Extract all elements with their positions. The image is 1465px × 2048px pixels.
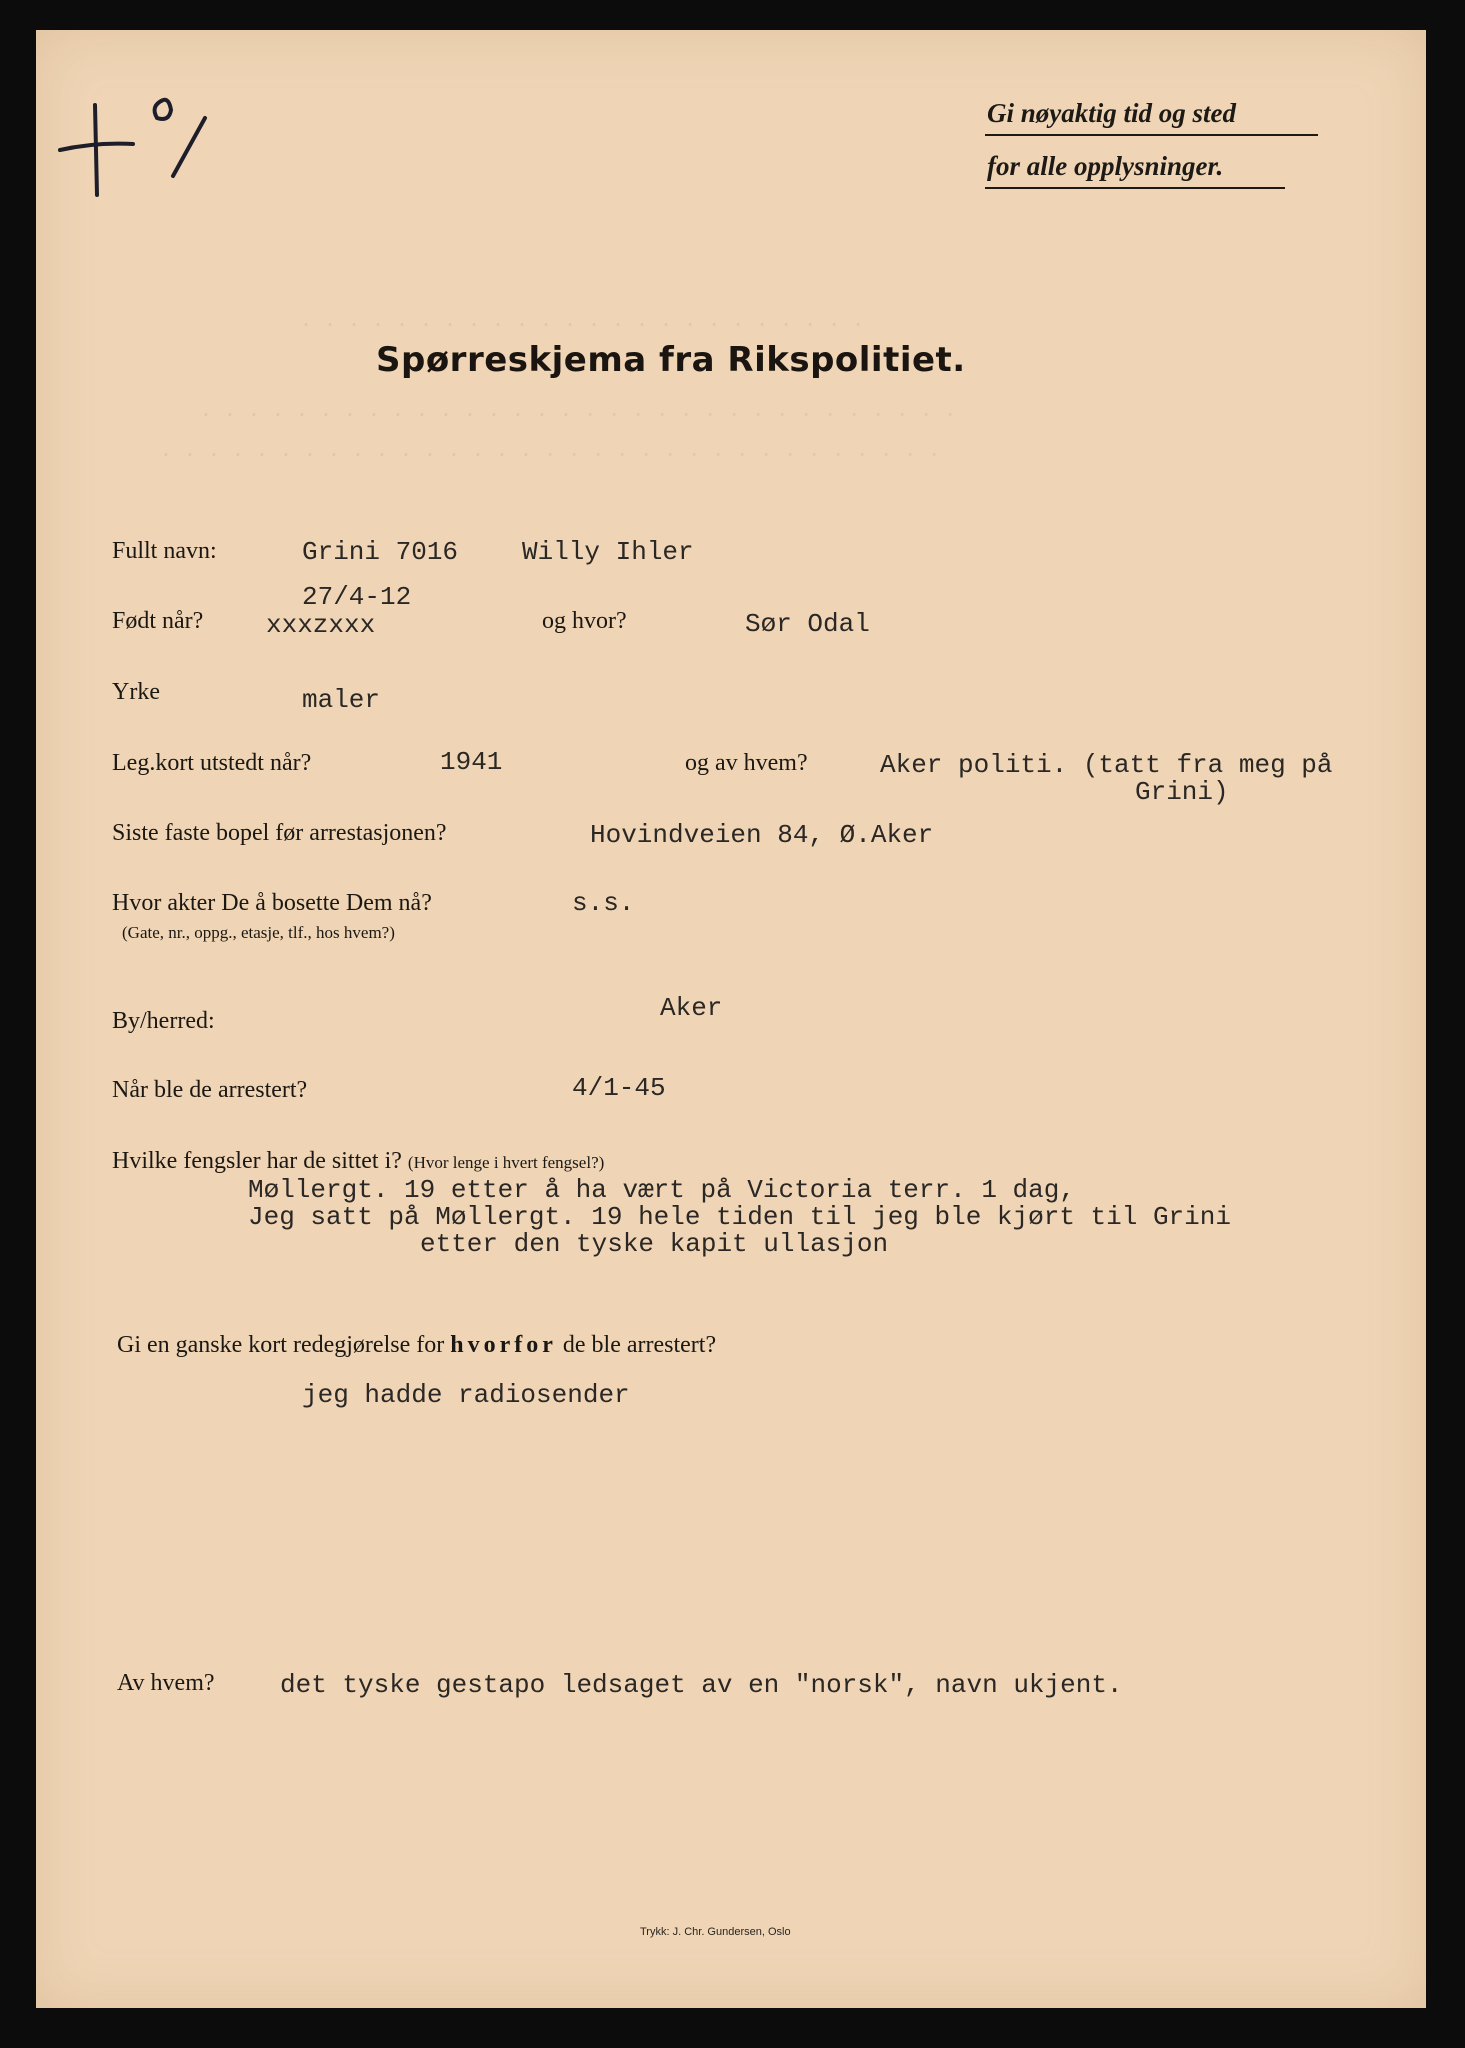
header-note-line1: Gi nøyaktig tid og sted [987,98,1236,128]
reason-label [117,1332,716,1359]
reason-label-emphasis: hvorfor [450,1332,557,1358]
born-when-label: Født når? [112,608,204,634]
occupation-label: Yrke [112,679,160,705]
last-address-label: Siste faste bopel før arrestasjonen? [112,820,447,846]
id-card-by-value: Aker politi. (tatt fra meg på [880,750,1333,780]
prisons-label-text: Hvilke fengsler har de sittet i? [112,1148,402,1174]
municipality-value: Aker [660,993,723,1023]
id-card-when-value: 1941 [440,747,503,777]
born-where-label: og hvor? [542,608,627,634]
header-note-line2: for alle opplysninger. [987,151,1224,181]
header-note-rule [985,187,1285,189]
bleed-through-text: . . . . . . . . . . . . . . . . . . . . . . . . . . . . . . . . . [160,440,941,463]
bleed-through-text: . . . . . . . . . . . . . . . . . . . . . . . . . . . . . . . . [200,400,957,423]
handwritten-mark [55,80,225,210]
by-whom-label: Av hvem? [117,1670,215,1696]
arrested-when-value: 4/1-45 [572,1073,666,1103]
prisons-label [112,1148,604,1175]
last-address-value: Hovindveien 84, Ø.Aker [590,820,934,850]
settle-where-sublabel: (Gate, nr., oppg., etasje, tlf., hos hvem?) [122,923,395,942]
reason-label-post: de ble arrestert? [562,1332,717,1358]
prisons-line1: Møllergt. 19 etter å ha vært på Victoria terr. 1 dag, [248,1175,1075,1205]
printer-footer: Trykk: J. Chr. Gundersen, Oslo [640,1926,791,1938]
full-name-label: Fullt navn: [112,538,217,564]
reason-label-pre: Gi en ganske kort redegjørelse for [117,1332,445,1358]
settle-where-label: Hvor akter De å bosette Dem nå? [112,890,432,916]
id-card-when-label: Leg.kort utstedt når? [112,750,312,776]
born-where-value: Sør Odal [745,609,870,639]
header-note-rule [985,134,1318,136]
id-card-by-value-cont: Grini) [1135,777,1229,807]
birth-date-struck: xxxzxxx [266,610,376,640]
reason-value: jeg hadde radiosender [302,1380,630,1410]
bleed-through-text: . . . . . . . . . . . . . . . . . . . . . . . . [300,310,865,333]
full-name-value: Willy Ihler [522,537,694,567]
form-title: Spørreskjema fra Rikspolitiet. [376,340,966,380]
prisons-line3: etter den tyske kapit ullasjon [420,1229,889,1259]
birth-date-value: 27/4-12 [302,582,412,612]
full-name-prefix: Grini 7016 [302,537,459,567]
municipality-label: By/herred: [112,1008,215,1034]
prisons-sublabel: (Hvor lenge i hvert fengsel?) [407,1153,605,1172]
settle-where-value: s.s. [572,888,635,918]
id-card-by-label: og av hvem? [685,750,808,776]
prisons-line2: Jeg satt på Møllergt. 19 hele tiden til jeg ble kjørt til Grini [248,1202,1231,1232]
occupation-value: maler [302,685,381,715]
arrested-when-label: Når ble de arrestert? [112,1077,308,1103]
by-whom-value: det tyske gestapo ledsaget av en "norsk", navn ukjent. [280,1670,1123,1700]
